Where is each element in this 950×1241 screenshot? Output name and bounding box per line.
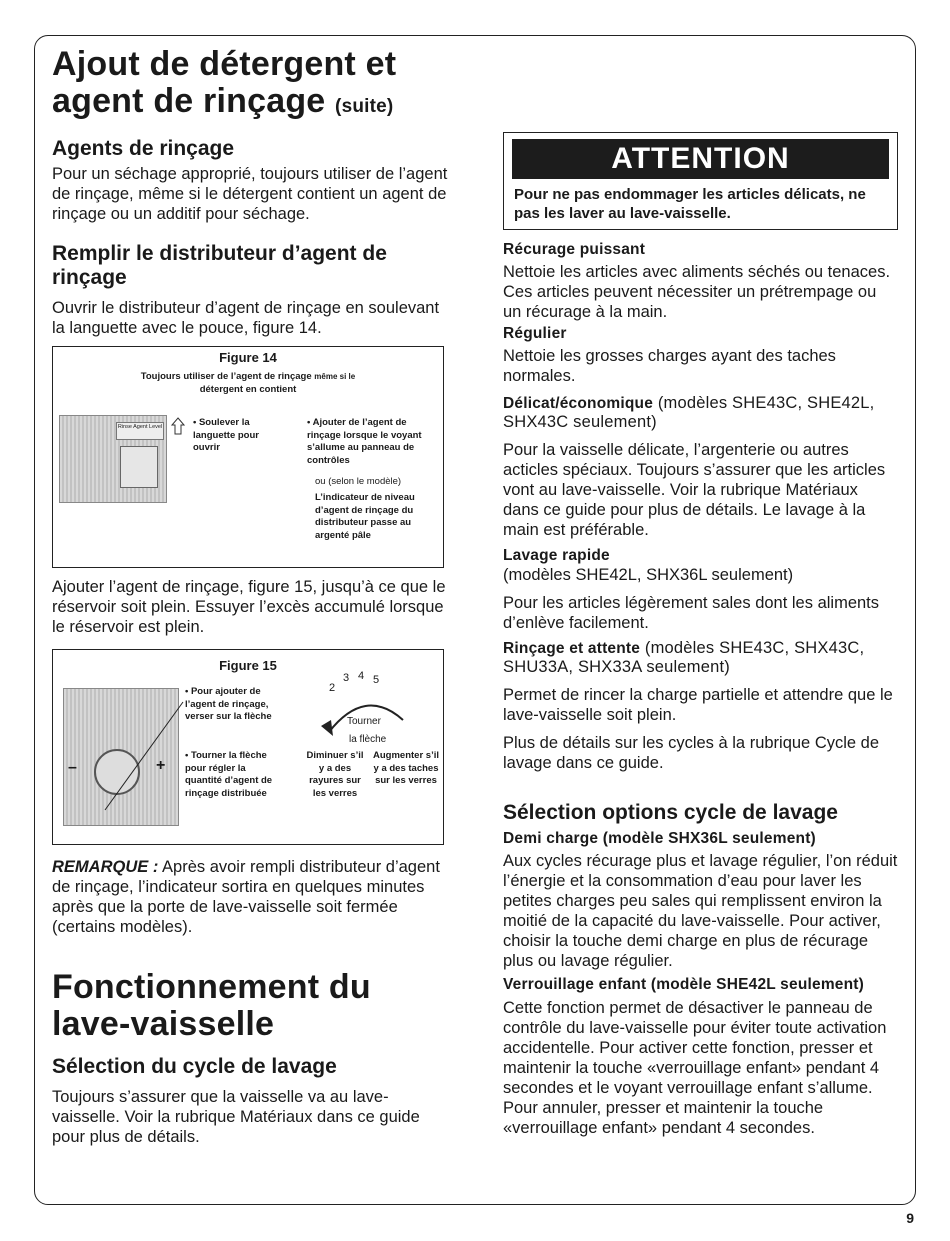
- left-column: [52, 46, 452, 1147]
- attention-text: Pour ne pas endommager les articles délicats, ne pas les laver au lave-vaisselle.: [514, 186, 866, 222]
- demi-heading: Demi charge (modèle SHX36L seulement): [503, 830, 816, 847]
- plus-text: Plus de détails sur les cycles à la rubrique Cycle de lavage dans ce guide.: [503, 734, 880, 772]
- agents-heading: Agents de rinçage: [52, 137, 235, 160]
- figure-14: [52, 346, 444, 568]
- options-heading: Sélection options cycle de lavage: [503, 801, 838, 824]
- plus-icon: +: [156, 757, 166, 774]
- recurage-text: Nettoie les articles avec aliments séchés ou tenaces. Ces articles peuvent nécessiter un prétrempage ou un récurage à la main.: [503, 263, 891, 321]
- figure-15: [52, 649, 444, 845]
- verrou-text: Cette fonction permet de désactiver le panneau de contrôle du lave-vaisselle pour éviter toute activation accidentelle. Pour activer cette fonction, presser et maintenir la touche «verrouillage enfant» pendant 4 secondes et le voyant verrouillage enfant s’allume. Pour annuler, presser et maintenir la touche «verrouillage enfant» pendant 4 secondes.: [503, 999, 887, 1137]
- title-suite: (suite): [335, 96, 394, 117]
- minus-icon: –: [68, 759, 77, 776]
- figure-14-caption: Toujours utiliser de l’agent de rinçage même si le détergent en contient: [140, 371, 356, 395]
- regulier-heading: Régulier: [503, 325, 567, 342]
- fig14-or-text: ou (selon le modèle): [315, 476, 402, 487]
- pointer-line: [101, 700, 185, 812]
- arrow-up-icon: [171, 417, 185, 435]
- delicat-heading: Délicat/économique (modèles SHE43C, SHE42L, SHX43C seulement): [503, 394, 875, 431]
- delicat-text: Pour la vaisselle délicate, l’argenterie ou autres acticles spéciaux. Toujours s’assurer que les articles vont au lave-vaisselle. Voir la rubrique Matériaux dans ce guide pour plus de détails. Le lavage à la main est préférable.: [503, 441, 886, 539]
- dispenser-photo: [59, 415, 167, 503]
- figure-14-title: Figure 14: [219, 350, 277, 365]
- rapide-models: (modèles SHE42L, SHX36L seulement): [503, 566, 794, 584]
- rincage-heading: Rinçage et attente (modèles SHE43C, SHX43C, SHU33A, SHX33A seulement): [503, 639, 865, 676]
- figure-15-title: Figure 15: [219, 658, 277, 673]
- fig15-increase: Augmenter s’il y a des taches sur les verres: [373, 750, 439, 786]
- page-number: 9: [906, 1210, 914, 1226]
- rinse-agent-level-label: Rinse Agent Level: [116, 422, 164, 440]
- fig15-bullet-turn: • Tourner la flèche pour régler la quantité d’agent de rinçage distribuée: [185, 750, 273, 799]
- ajouter-text: Ajouter l’agent de rinçage, figure 15, jusqu’à ce que le réservoir soit plein. Essuyer l’excès accumulé lorsque le réservoir est plein.: [52, 578, 446, 636]
- attention-title: ATTENTION: [512, 139, 889, 179]
- fig14-bullet-lift: • Soulever la languette pour ouvrir: [193, 417, 259, 453]
- verrou-heading: Verrouillage enfant (modèle SHE42L seulement): [503, 976, 865, 993]
- dial-number-4: 4: [358, 670, 365, 682]
- remplir-text: Ouvrir le distributeur d’agent de rinçage en soulevant la languette avec le pouce, figure 14.: [52, 299, 440, 337]
- demi-text: Aux cycles récurage plus et lavage régulier, l’on réduit l’énergie et la consommation d’eau pour laver les petites charges peu sales qui remplissent environ la moitié de la capacité du lave-vaisselle. Pour activer, choisir la touche demi charge en plus de récurage plus ou lavage régulier.: [503, 852, 898, 970]
- section-title-fonctionnement: Fonctionnement du lave-vaisselle: [52, 968, 371, 1043]
- rincage-text: Permet de rincer la charge partielle et attendre que le lave-vaisselle soit plein.: [503, 686, 893, 724]
- rapide-heading: Lavage rapide: [503, 547, 610, 564]
- rapide-text: Pour les articles légèrement sales dont les aliments d’enlève facilement.: [503, 594, 880, 632]
- attention-box: [503, 132, 898, 230]
- remarque-text: REMARQUE : Après avoir rempli distributeur d’agent de rinçage, l’indicateur sortira en quelques minutes après que la porte de lave-vaisselle soit fermée (certains modèles).: [52, 858, 440, 936]
- dispenser-window: [120, 446, 158, 488]
- fig14-indicator-text: L’indicateur de niveau d’agent de rinçage du distributeur passe au argenté pâle: [315, 492, 415, 541]
- dial-number-2: 2: [329, 682, 336, 694]
- dial-number-5: 5: [373, 674, 380, 686]
- selection-text: Toujours s’assurer que la vaisselle va au lave-vaisselle. Voir la rubrique Matériaux dans ce guide pour plus de détails.: [52, 1088, 420, 1146]
- fig15-bullet-pour: • Pour ajouter de l’agent de rinçage, verser sur la flèche: [185, 686, 272, 722]
- right-column: [503, 132, 898, 1138]
- fig14-bullet-add: • Ajouter de l’agent de rinçage lorsque le voyant s’allume au panneau de contrôles: [307, 417, 422, 466]
- dial-number-3: 3: [343, 672, 350, 684]
- agents-text: Pour un séchage approprié, toujours utiliser de l’agent de rinçage, même si le détergent contient un agent de rinçage ou un additif pour séchage.: [52, 165, 448, 223]
- page-title: Ajout de détergent et agent de rinçage (suite): [52, 45, 397, 120]
- remplir-heading: Remplir le distributeur d’agent de rinçage: [52, 242, 387, 289]
- dial-turn-label: Tourner: [347, 716, 381, 727]
- remarque-label: REMARQUE :: [52, 858, 159, 876]
- selection-heading: Sélection du cycle de lavage: [52, 1055, 337, 1078]
- fig15-decrease: Diminuer s’il y a des rayures sur les verres: [306, 750, 364, 799]
- regulier-text: Nettoie les grosses charges ayant des taches normales.: [503, 347, 836, 385]
- recurage-heading: Récurage puissant: [503, 241, 646, 258]
- dial-caption: la flèche: [349, 734, 387, 745]
